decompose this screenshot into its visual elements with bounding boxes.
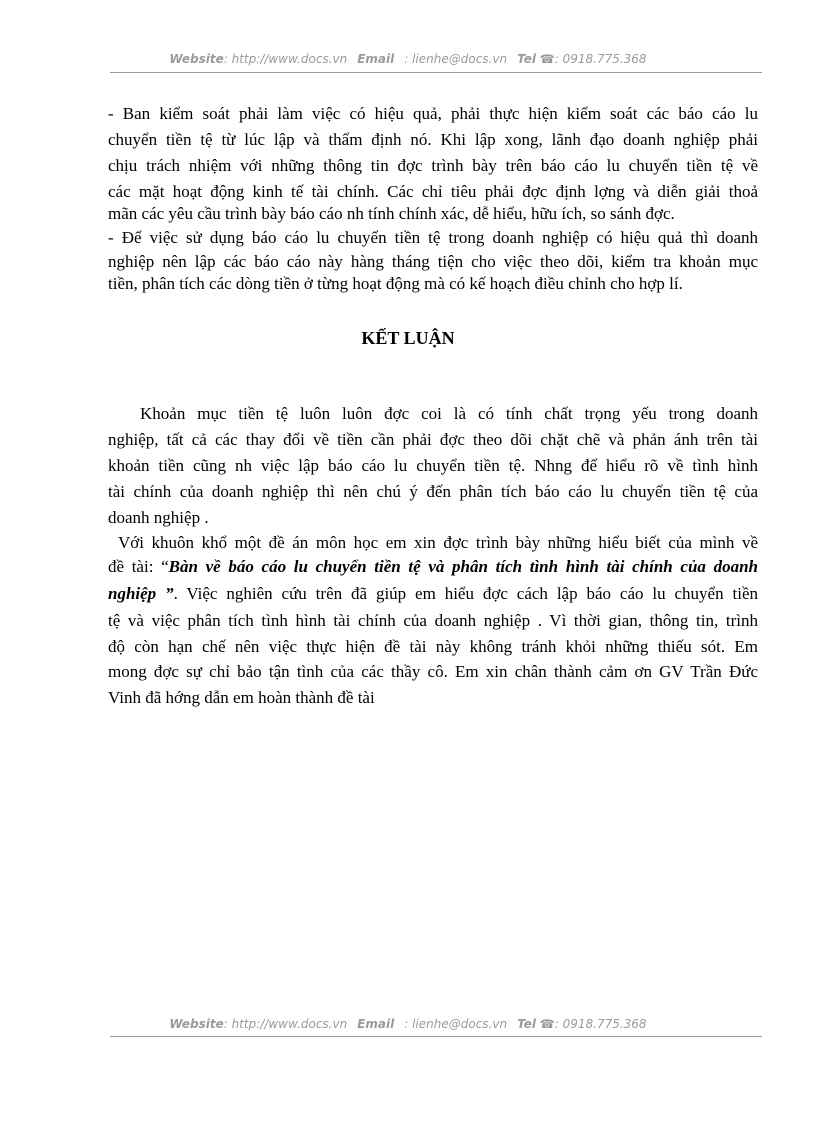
p1-line-5: mãn các yêu cầu trình bày báo cáo nh tính chính xác, dễ hiểu, hữu ích, so sánh đợc. bbox=[108, 204, 675, 223]
topic-title-part-1: Bàn về báo cáo lu chuyển tiền tệ và phân tích tình hình tài chính của doanh bbox=[168, 557, 759, 576]
phone-icon: ☎ bbox=[535, 52, 555, 66]
p4-line-6: mong đợc sự chỉ bảo tận tình của các thầy cô. Em xin chân thành cảm ơn GV Trần Đức bbox=[108, 662, 758, 681]
header-website-label: Website bbox=[169, 52, 224, 66]
p4-line-5: độ còn hạn chế nên việc thực hiện đề tài này không tránh khỏi những thiếu sót. Em bbox=[108, 637, 758, 656]
header-rule bbox=[110, 72, 762, 73]
p2-line-2: nghiệp nên lập các báo cáo này hàng tháng tiện cho việc theo dõi, kiểm tra khoản mục bbox=[108, 252, 758, 271]
footer-email-label: Email bbox=[357, 1017, 395, 1031]
footer-tel-label: Tel bbox=[517, 1017, 536, 1031]
p2-line-3: tiền, phân tích các dòng tiền ở từng hoạt động mà có kế hoạch điều chỉnh cho hợp lí. bbox=[108, 274, 683, 293]
p1-line-3: chịu trách nhiệm với những thông tin đợc trình bày trên báo cáo lu chuyển tiền tệ về bbox=[108, 156, 758, 175]
header-tel-label: Tel bbox=[517, 52, 536, 66]
p3-line-3: khoản tiền cũng nh việc lập báo cáo lu chuyển tiền tệ. Nhng để hiểu rõ về tình hình bbox=[108, 456, 758, 475]
p1-line-1: - Ban kiểm soát phải làm việc có hiệu quả, phải thực hiện kiểm soát các báo cáo lu bbox=[108, 104, 758, 123]
p4-line-4: tệ và việc phân tích tình hình tài chính của doanh nghiệp . Vì thời gian, thông tin, trình bbox=[108, 611, 758, 630]
p4-line-3-rest: . Việc nghiên cứu trên đã giúp em hiểu đợc cách lập báo cáo lu chuyển tiền bbox=[173, 584, 758, 603]
footer-email-value[interactable]: : lienhe@docs.vn bbox=[404, 1017, 508, 1031]
p1-line-4: các mặt hoạt động kinh tế tài chính. Các chỉ tiêu phải đợc định lợng và diễn giải thoả bbox=[108, 182, 758, 201]
footer-tel-value: : 0918.775.368 bbox=[554, 1017, 647, 1031]
footer-website-value[interactable]: : http://www.docs.vn bbox=[223, 1017, 348, 1031]
header-tel-value: : 0918.775.368 bbox=[554, 52, 647, 66]
p3-line-4: tài chính của doanh nghiệp thì nên chú ý đến phân tích báo cáo lu chuyển tiền tệ của bbox=[108, 482, 758, 501]
p3-line-5: doanh nghiệp . bbox=[108, 508, 209, 527]
p4-line-3 bbox=[108, 584, 758, 604]
p4-line-2 bbox=[108, 557, 758, 577]
p3-line-2: nghiệp, tất cả các thay đổi về tiền cần phải đợc theo dõi chặt chẽ và phản ánh trên tài bbox=[108, 430, 758, 449]
topic-title-part-2: nghiệp ” bbox=[108, 584, 174, 603]
header-email-label: Email bbox=[357, 52, 395, 66]
header-email-value[interactable]: : lienhe@docs.vn bbox=[404, 52, 508, 66]
p2-line-1: - Để việc sử dụng báo cáo lu chuyển tiền tệ trong doanh nghiệp có hiệu quả thì doanh bbox=[108, 228, 758, 247]
footer-website-label: Website bbox=[169, 1017, 224, 1031]
p4-line-7: Vinh đã hớng dẫn em hoàn thành đề tài bbox=[108, 688, 375, 707]
phone-icon: ☎ bbox=[535, 1017, 555, 1031]
header-website-value[interactable]: : http://www.docs.vn bbox=[223, 52, 348, 66]
p1-line-2: chuyển tiền tệ từ lúc lập và thẩm định nó. Khi lập xong, lãnh đạo doanh nghiệp phải bbox=[108, 130, 758, 149]
p3-line-1: Khoản mục tiền tệ luôn luôn đợc coi là có tính chất trọng yếu trong doanh bbox=[140, 404, 758, 423]
footer-rule bbox=[110, 1036, 762, 1037]
p4-line-2-prefix: đề tài: “ bbox=[108, 557, 169, 576]
conclusion-title: KẾT LUẬN bbox=[361, 328, 455, 348]
page-header bbox=[0, 52, 816, 66]
page-footer bbox=[0, 1017, 816, 1031]
p4-line-1: Với khuôn khổ một đề án môn học em xin đợc trình bày những hiểu biết của mình về bbox=[118, 533, 758, 552]
